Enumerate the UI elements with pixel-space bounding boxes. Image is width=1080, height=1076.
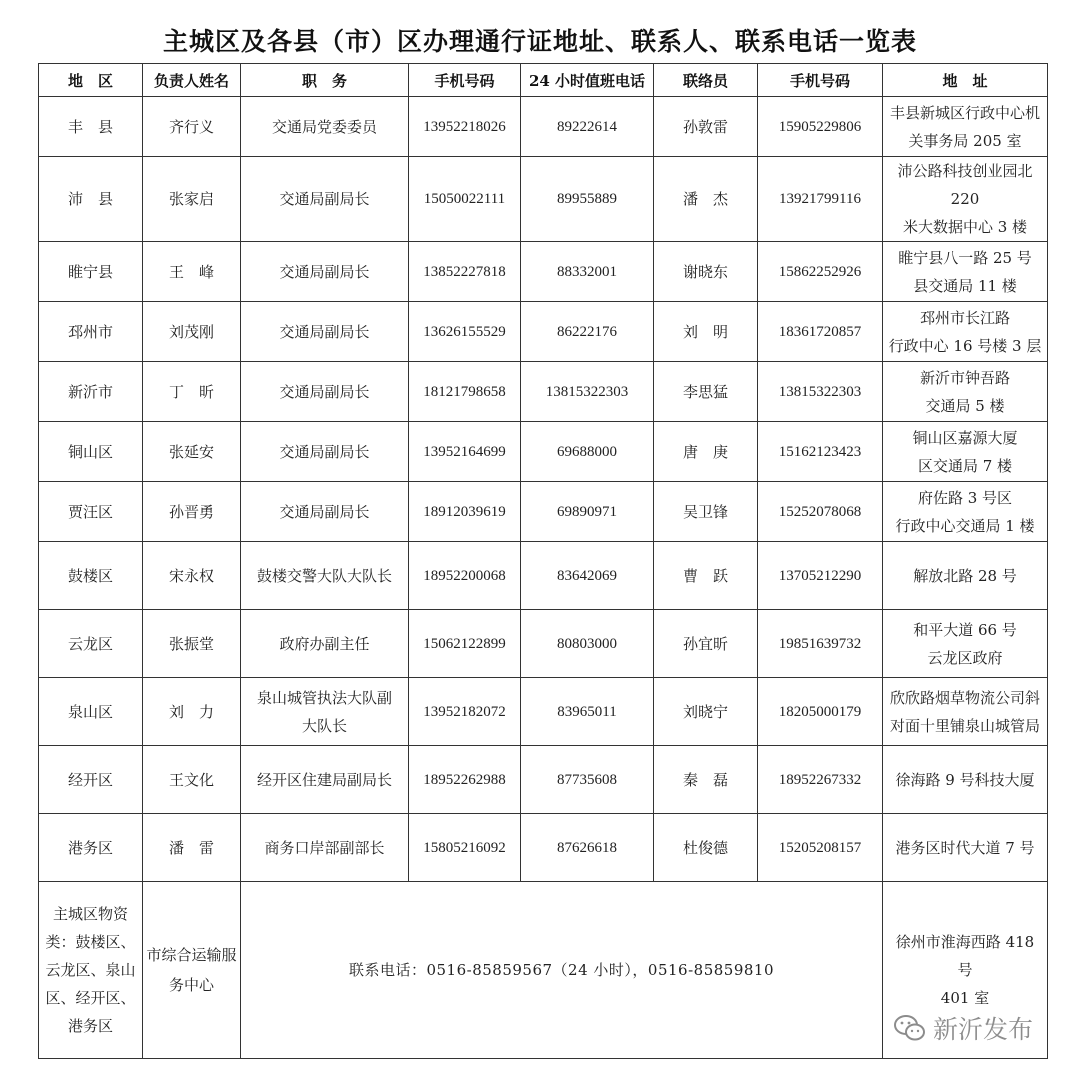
page-title: 主城区及各县（市）区办理通行证地址、联系人、联系电话一览表 — [162, 27, 917, 56]
table-row — [39, 157, 1048, 242]
cell-address — [883, 302, 1048, 362]
cell-region: 铜山区 — [39, 422, 143, 482]
cell-liaison: 唐 庚 — [654, 422, 758, 482]
cell-name: 宋永权 — [143, 542, 241, 610]
cell-liaison: 杜俊德 — [654, 814, 758, 882]
cell-address — [883, 362, 1048, 422]
cell-duty-phone: 86222176 — [521, 302, 654, 362]
cell-title: 交通局副局长 — [241, 422, 409, 482]
cell-address — [883, 482, 1048, 542]
cell-region: 港务区 — [39, 814, 143, 882]
cell-liaison-mobile: 18361720857 — [758, 302, 883, 362]
table-row — [39, 422, 1048, 482]
header-title: 职 务 — [241, 64, 409, 97]
cell-mobile: 18912039619 — [409, 482, 521, 542]
cell-address — [883, 422, 1048, 482]
cell-mobile: 18952262988 — [409, 746, 521, 814]
cell-duty-phone: 13815322303 — [521, 362, 654, 422]
cell-liaison: 谢晓东 — [654, 242, 758, 302]
cell-title: 政府办副主任 — [241, 610, 409, 678]
cell-title: 交通局副局长 — [241, 362, 409, 422]
cell-duty-phone: 83642069 — [521, 542, 654, 610]
cell-name: 丁 昕 — [143, 362, 241, 422]
header-row — [39, 64, 1048, 97]
cell-liaison-mobile: 15905229806 — [758, 97, 883, 157]
cell-title: 鼓楼交警大队大队长 — [241, 542, 409, 610]
address-line: 解放北路 28 号 — [913, 566, 1017, 585]
table-row — [39, 242, 1048, 302]
header-liaison-mobile: 手机号码 — [758, 64, 883, 97]
cell-liaison: 刘 明 — [654, 302, 758, 362]
table-row — [39, 610, 1048, 678]
address-line: 新沂市钟吾路 — [919, 368, 1010, 387]
cell-name: 市综合运输服务中心 — [143, 882, 241, 1059]
contact-table — [38, 63, 1048, 1059]
cell-liaison: 孙敦雷 — [654, 97, 758, 157]
address-line: 401 室 — [940, 989, 990, 1007]
address-line: 云龙区政府 — [927, 648, 1003, 667]
address-line: 关事务局 205 室 — [908, 131, 1022, 150]
cell-mobile: 15062122899 — [409, 610, 521, 678]
cell-title: 交通局副局长 — [241, 482, 409, 542]
cell-duty-phone: 80803000 — [521, 610, 654, 678]
header-mobile: 手机号码 — [409, 64, 521, 97]
cell-liaison-mobile: 13705212290 — [758, 542, 883, 610]
address-line: 丰县新城区行政中心机 — [889, 103, 1040, 122]
cell-duty-phone: 83965011 — [521, 678, 654, 746]
table-row — [39, 814, 1048, 882]
cell-address — [883, 814, 1048, 882]
cell-liaison-mobile: 15205208157 — [758, 814, 883, 882]
cell-mobile: 15050022111 — [409, 157, 521, 242]
cell-name: 王文化 — [143, 746, 241, 814]
address-line: 行政中心交通局 1 楼 — [895, 516, 1035, 535]
cell-mobile: 13952164699 — [409, 422, 521, 482]
cell-liaison-mobile: 18205000179 — [758, 678, 883, 746]
cell-name: 张延安 — [143, 422, 241, 482]
header-duty-phone: 24 小时值班电话 — [521, 64, 654, 97]
table-row — [39, 97, 1048, 157]
cell-title: 泉山城管执法大队副大队长 — [241, 678, 409, 746]
cell-duty-phone: 88332001 — [521, 242, 654, 302]
cell-region: 睢宁县 — [39, 242, 143, 302]
cell-mobile: 18121798658 — [409, 362, 521, 422]
address-line: 睢宁县八一路 25 号 — [898, 248, 1032, 267]
cell-name: 张家启 — [143, 157, 241, 242]
cell-liaison-mobile: 13815322303 — [758, 362, 883, 422]
address-line: 行政中心 16 号楼 3 层 — [888, 336, 1042, 355]
cell-title: 交通局副局长 — [241, 302, 409, 362]
cell-liaison-mobile: 15862252926 — [758, 242, 883, 302]
header-liaison: 联络员 — [654, 64, 758, 97]
cell-address — [883, 746, 1048, 814]
cell-address — [883, 242, 1048, 302]
cell-duty-phone: 69890971 — [521, 482, 654, 542]
table-row — [39, 678, 1048, 746]
cell-name: 潘 雷 — [143, 814, 241, 882]
cell-address — [883, 97, 1048, 157]
cell-address — [883, 542, 1048, 610]
watermark — [893, 1010, 1033, 1046]
address-line: 港务区时代大道 7 号 — [895, 838, 1035, 857]
cell-duty-phone: 89222614 — [521, 97, 654, 157]
wechat-icon — [893, 1013, 927, 1043]
address-line: 米大数据中心 3 楼 — [902, 218, 1028, 236]
cell-mobile: 13626155529 — [409, 302, 521, 362]
address-line: 徐州市淮海西路 418 号 — [895, 933, 1035, 979]
table-row — [39, 482, 1048, 542]
cell-name: 刘 力 — [143, 678, 241, 746]
cell-title: 经开区住建局副局长 — [241, 746, 409, 814]
cell-region: 经开区 — [39, 746, 143, 814]
header-name: 负责人姓名 — [143, 64, 241, 97]
cell-liaison-mobile: 15252078068 — [758, 482, 883, 542]
cell-region: 贾汪区 — [39, 482, 143, 542]
cell-region: 沛 县 — [39, 157, 143, 242]
address-line: 对面十里铺泉山城管局 — [889, 716, 1040, 735]
cell-region: 鼓楼区 — [39, 542, 143, 610]
cell-region: 邳州市 — [39, 302, 143, 362]
table-row — [39, 302, 1048, 362]
header-address: 地 址 — [883, 64, 1048, 97]
cell-title: 交通局党委委员 — [241, 97, 409, 157]
cell-mobile: 13952182072 — [409, 678, 521, 746]
cell-liaison: 吴卫锋 — [654, 482, 758, 542]
cell-mobile: 13852227818 — [409, 242, 521, 302]
address-line: 区交通局 7 楼 — [917, 456, 1013, 475]
cell-liaison-mobile: 15162123423 — [758, 422, 883, 482]
cell-duty-phone: 87735608 — [521, 746, 654, 814]
cell-region: 新沂市 — [39, 362, 143, 422]
cell-liaison: 孙宜昕 — [654, 610, 758, 678]
address-line: 和平大道 66 号 — [913, 620, 1017, 639]
cell-duty-phone: 69688000 — [521, 422, 654, 482]
address-line: 徐海路 9 号科技大厦 — [895, 770, 1035, 789]
cell-duty-phone: 87626618 — [521, 814, 654, 882]
cell-mobile: 15805216092 — [409, 814, 521, 882]
cell-title: 交通局副局长 — [241, 242, 409, 302]
cell-title: 商务口岸部副部长 — [241, 814, 409, 882]
cell-name: 王 峰 — [143, 242, 241, 302]
address-line: 沛公路科技创业园北 220 — [897, 162, 1033, 208]
cell-liaison: 刘晓宁 — [654, 678, 758, 746]
cell-contact-phone: 联系电话：0516-85859567（24 小时），0516-85859810 — [241, 882, 883, 1059]
cell-title: 交通局副局长 — [241, 157, 409, 242]
cell-region: 主城区物资类：鼓楼区、云龙区、泉山区、经开区、港务区 — [39, 882, 143, 1059]
cell-liaison: 秦 磊 — [654, 746, 758, 814]
address-line: 府佐路 3 号区 — [917, 488, 1013, 507]
cell-duty-phone: 89955889 — [521, 157, 654, 242]
cell-mobile: 13952218026 — [409, 97, 521, 157]
cell-mobile: 18952200068 — [409, 542, 521, 610]
address-line: 县交通局 11 楼 — [913, 276, 1017, 295]
cell-liaison: 曹 跃 — [654, 542, 758, 610]
cell-liaison-mobile: 18952267332 — [758, 746, 883, 814]
table-row — [39, 746, 1048, 814]
address-line: 铜山区嘉源大厦 — [912, 428, 1018, 447]
cell-address — [883, 157, 1048, 242]
cell-name: 刘茂刚 — [143, 302, 241, 362]
cell-name: 齐行义 — [143, 97, 241, 157]
table-row — [39, 362, 1048, 422]
header-region: 地 区 — [39, 64, 143, 97]
cell-address — [883, 610, 1048, 678]
cell-address — [883, 678, 1048, 746]
table-row — [39, 542, 1048, 610]
cell-region: 云龙区 — [39, 610, 143, 678]
cell-liaison: 潘 杰 — [654, 157, 758, 242]
address-line: 欣欣路烟草物流公司斜 — [889, 688, 1040, 707]
cell-liaison-mobile: 19851639732 — [758, 610, 883, 678]
cell-region: 泉山区 — [39, 678, 143, 746]
cell-region: 丰 县 — [39, 97, 143, 157]
watermark-text: 新沂发布 — [933, 1015, 1034, 1044]
address-line: 交通局 5 楼 — [925, 396, 1005, 415]
address-line: 邳州市长江路 — [919, 308, 1010, 327]
cell-liaison-mobile: 13921799116 — [758, 157, 883, 242]
cell-liaison: 李思猛 — [654, 362, 758, 422]
cell-name: 张振堂 — [143, 610, 241, 678]
cell-name: 孙晋勇 — [143, 482, 241, 542]
